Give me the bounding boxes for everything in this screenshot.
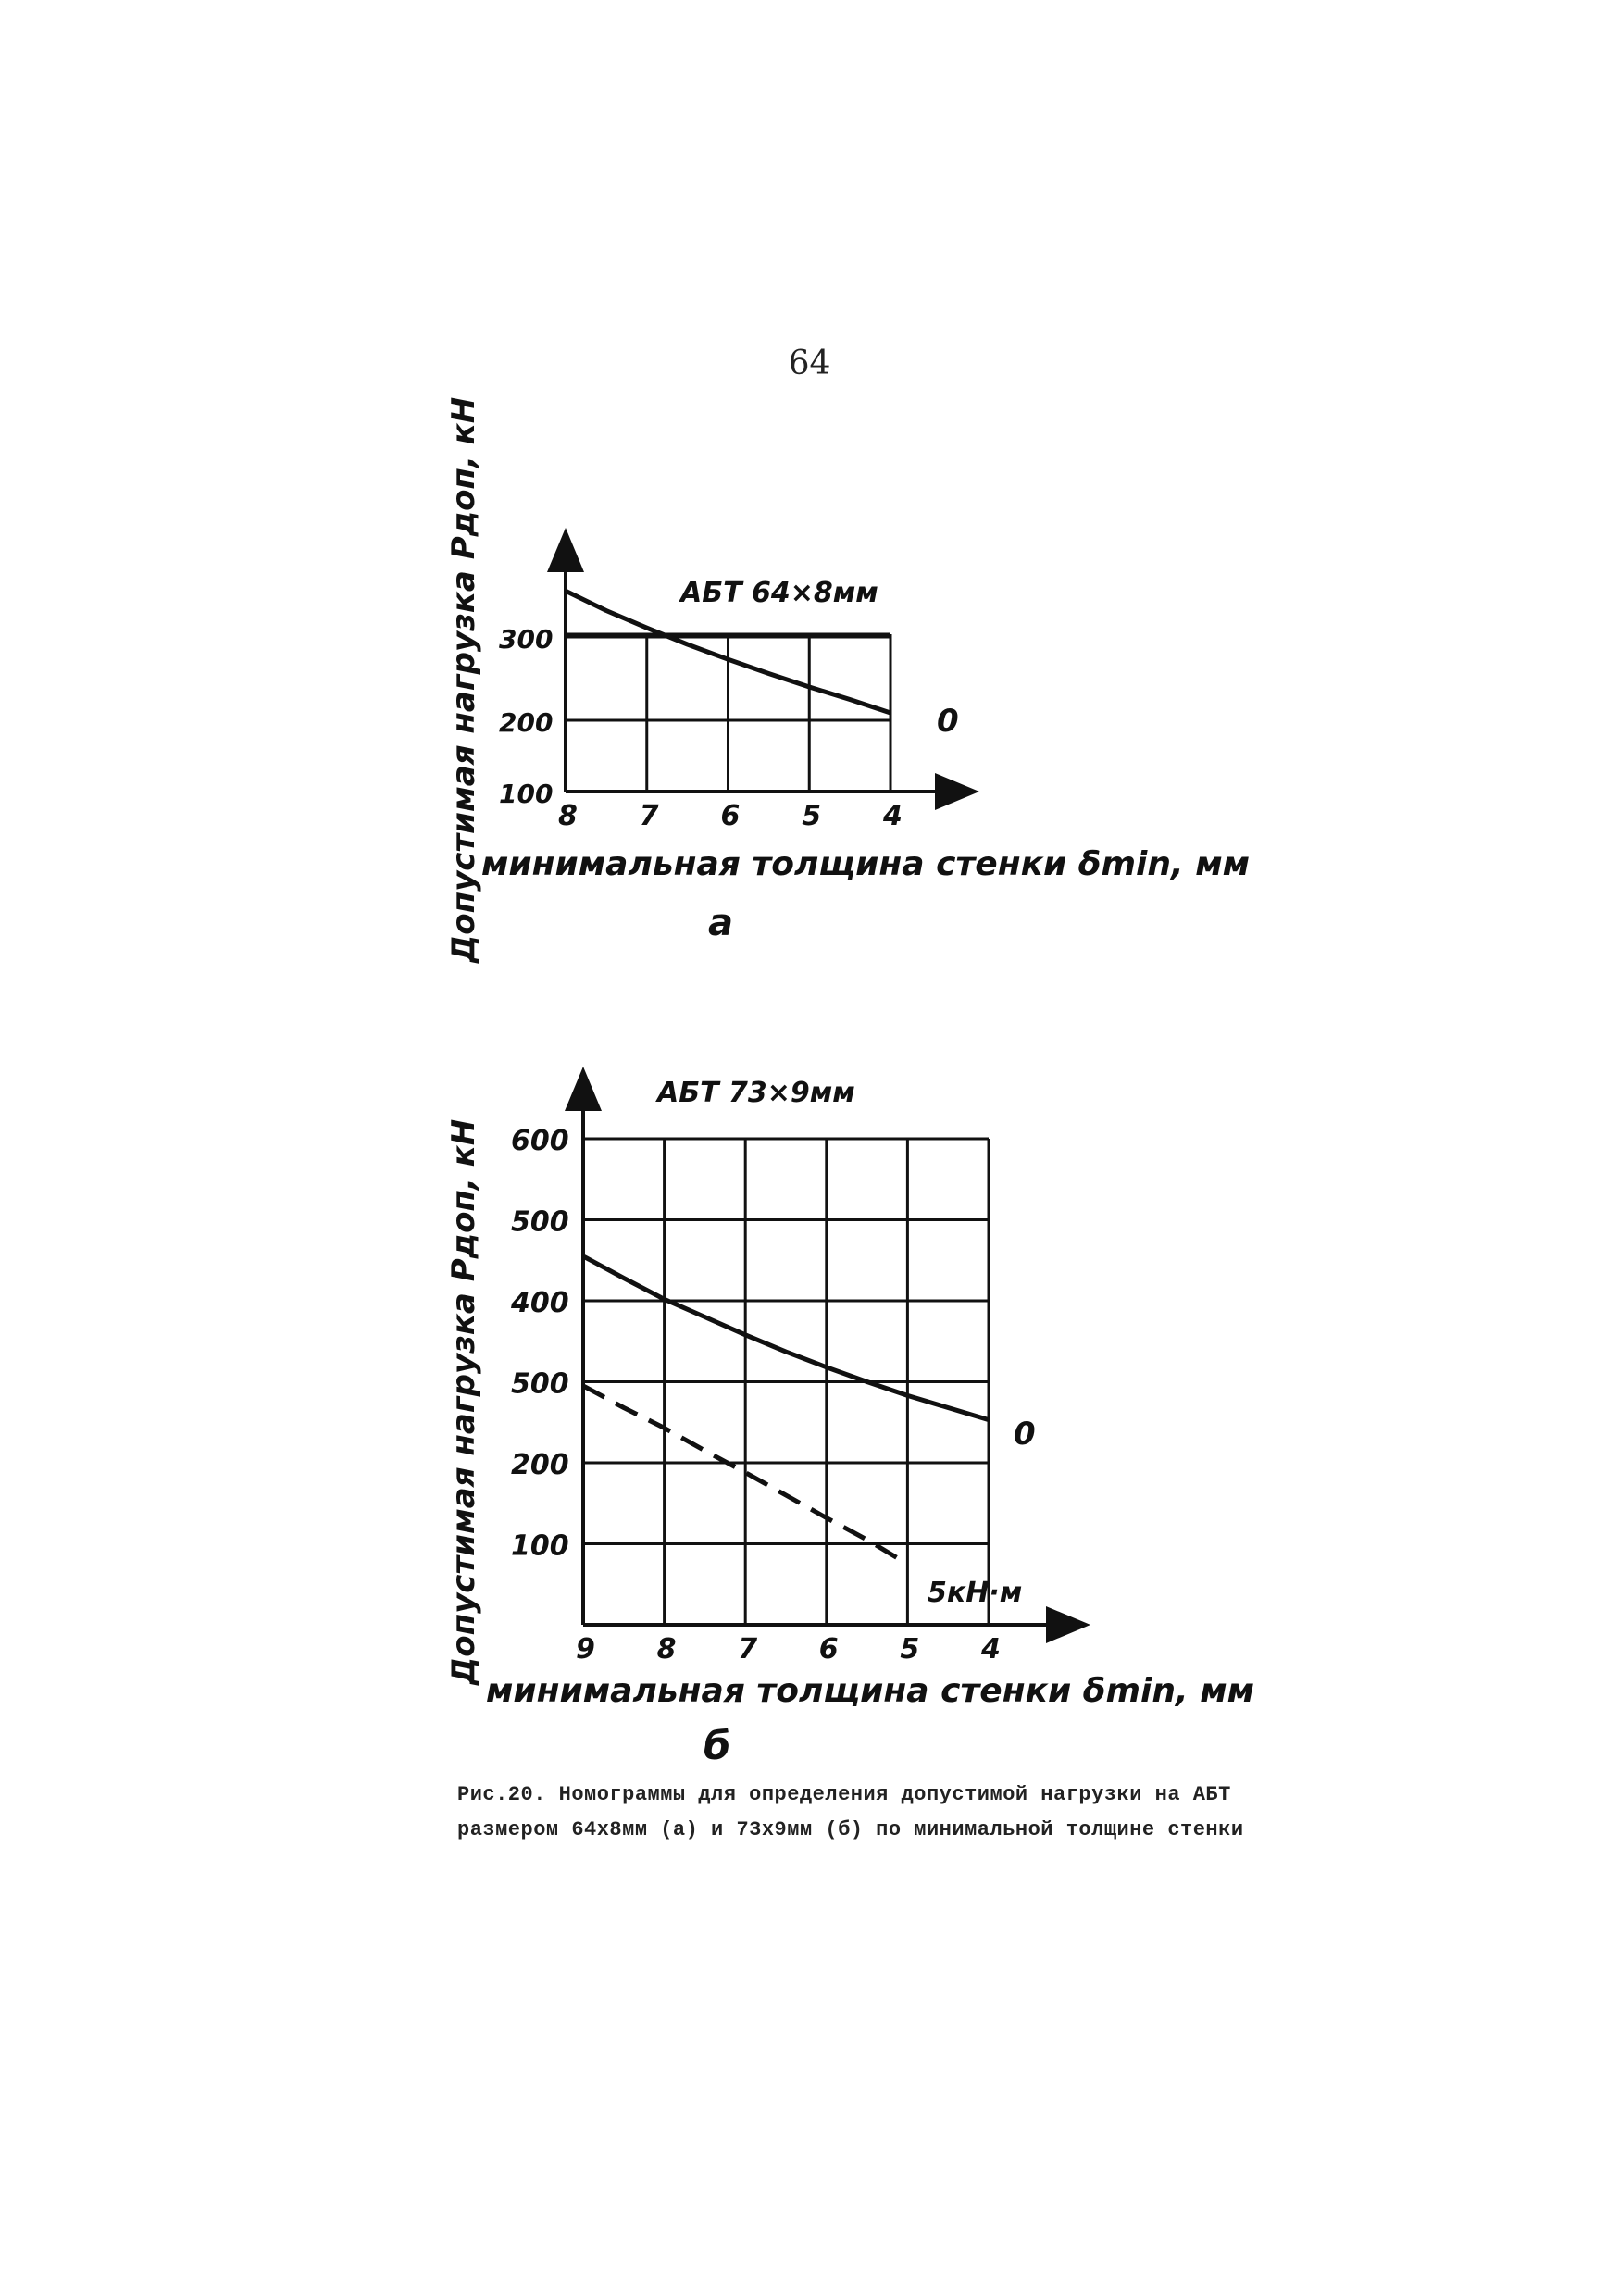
chart-a-x-tick-2: 6 [720, 800, 741, 832]
chart-b-xlabel: минимальная толщина стенки δmin, мм [486, 1672, 1255, 1710]
chart-b-ylabel: Допустимая нагрузка Pдоп, кН [445, 1118, 482, 1685]
chart-b-y-tick-4: 400 [511, 1287, 569, 1319]
chart-b-x-tick-1: 8 [656, 1633, 677, 1666]
chart-a-x-tick-0: 8 [558, 800, 578, 832]
chart-a-series-label: 0 [937, 703, 959, 740]
chart-a-x-tick-3: 5 [802, 800, 822, 832]
chart-b-y-tick-1: 100 [511, 1529, 569, 1563]
figure-caption: Рис.20. Номограммы для определения допустимой нагрузки на АБТ размером 64х8мм (а) и 73х9мм (б) по минимальной толщине стенки [457, 1783, 1244, 1841]
chart-b-y-tick-2: 200 [511, 1449, 569, 1481]
chart-b-y-tick-5: 500 [511, 1205, 569, 1239]
chart-a-y-tick-0: 100 [499, 779, 554, 809]
chart-b-y-tick-3: 500 [511, 1367, 569, 1401]
chart-a [445, 397, 1250, 964]
chart-a-y-tick-1: 200 [499, 707, 554, 738]
chart-b-y-tick-6: 600 [511, 1125, 569, 1157]
chart-a-y-tick-2: 300 [499, 624, 554, 655]
chart-a-x-tick-4: 4 [883, 800, 903, 832]
chart-a-x-tick-1: 7 [639, 800, 659, 832]
chart-b-x-tick-5: 4 [981, 1633, 1001, 1666]
chart-a-ylabel: Допустимая нагрузка Pдоп, кН [445, 396, 482, 963]
chart-a-title: АБТ 64×8мм [680, 577, 878, 609]
chart-b-series-label-0: 0 [1014, 1416, 1036, 1453]
chart-b-title: АБТ 73×9мм [657, 1077, 855, 1109]
chart-b-grid [583, 1139, 989, 1625]
chart-b-series-label-1: 5кН·м [928, 1577, 1023, 1609]
chart-a-x-ticks [558, 800, 903, 832]
chart-a-panel-label: а [708, 902, 733, 944]
chart-a-xlabel: минимальная толщина стенки δmin, мм [481, 845, 1251, 883]
chart-b-series [583, 1256, 989, 1565]
chart-b-x-tick-2: 7 [738, 1633, 758, 1666]
chart-b-x-tick-3: 6 [818, 1633, 839, 1666]
chart-b-series-line-0 [583, 1256, 989, 1420]
chart-b-x-ticks [576, 1633, 1001, 1666]
chart-b-y-ticks [510, 1125, 569, 1563]
chart-b-x-tick-0: 9 [576, 1633, 595, 1666]
chart-b-x-tick-4: 5 [900, 1633, 920, 1666]
chart-b-panel-label: б [704, 1723, 731, 1768]
page-number: 64 [788, 344, 831, 382]
chart-b [445, 1074, 1254, 1768]
chart-a-y-ticks [499, 624, 553, 809]
